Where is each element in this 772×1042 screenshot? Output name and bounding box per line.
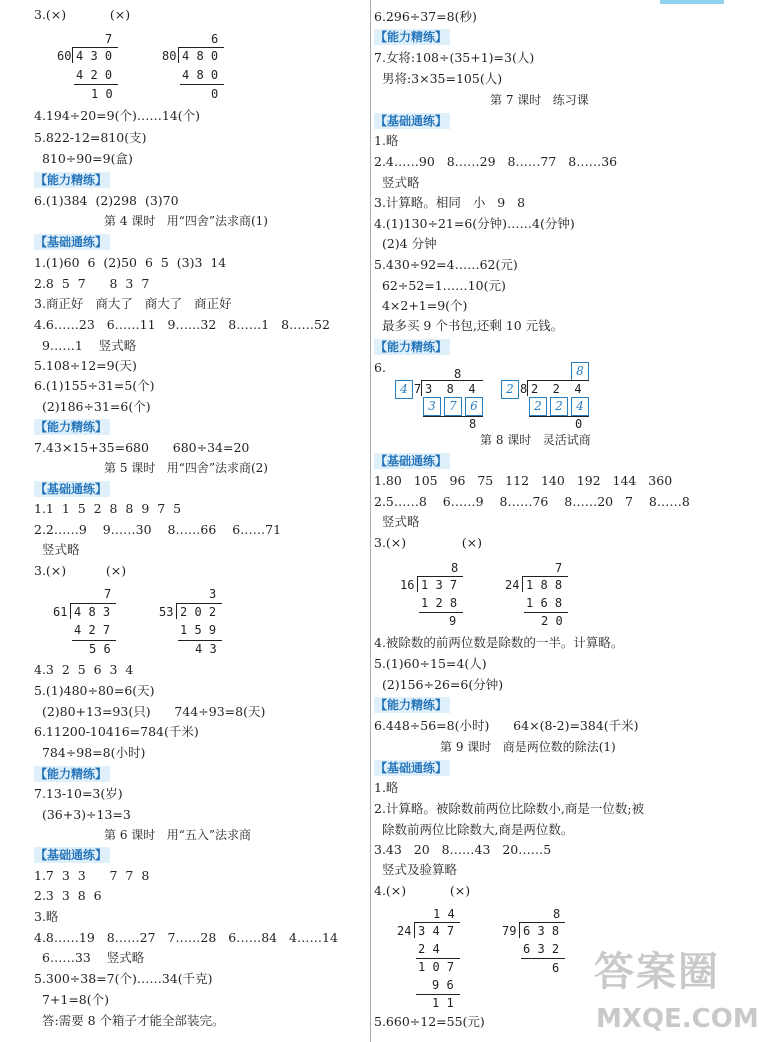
answer-box: 7 [444,397,462,416]
top-decoration [660,0,724,4]
answer-line: 5.(1)60÷15=4(人) [374,656,487,671]
remainder: 2 0 [541,614,563,628]
answer-line: 除数前两位比除数大,商是两位数。 [374,822,574,837]
remainder: 6 [552,961,560,975]
answer-line: 1.7 3 3 7 7 8 [34,868,150,883]
divisor: 79 [502,924,517,938]
answer-line: 2.计算略。被除数前两位比除数小,商是一位数;被 [374,801,645,816]
quotient: 1 4 [433,907,455,921]
section-heading: 【能力精练】 [34,172,110,188]
dividend: 2 0 2 [180,605,217,619]
answer-line: 2.8 5 7 8 3 7 [34,276,150,291]
divisor: 24 [505,578,520,592]
remainder: 0 [211,87,219,101]
remainder: 9 [449,614,457,628]
answer-line: 4.8……19 8……27 7……28 6……84 4……14 [34,930,338,945]
answer-line: 7.女将:108÷(35+1)=3(人) [374,50,535,65]
answer-box: 3 [423,397,441,416]
product: 4 2 7 [74,623,111,637]
answer-line: 2.5……8 6……9 8……76 8……20 7 8……8 [374,494,690,509]
answer-box: 2 [550,397,568,416]
lesson-title: 第 8 课时 灵活试商 [480,433,591,447]
dividend: 1 8 8 [526,578,563,592]
lesson-title: 第 6 课时 用“五入”法求商 [104,828,251,842]
answer-line: 3.43 20 8……43 20……5 [374,842,552,857]
answer-line: (2)4 分钟 [374,236,437,251]
answer-line: 2.4……90 8……29 8……77 8……36 [374,154,618,169]
section-heading: 【能力精练】 [374,29,450,45]
quotient: 8 [553,907,561,921]
answer-line: 6……33 竖式略 [34,950,145,965]
remainder: 0 [575,417,583,431]
section-heading: 【基础通练】 [34,234,110,250]
section-heading: 【基础通练】 [374,760,450,776]
answer-line: 答:需要 8 个箱子才能全部装完。 [34,1013,225,1028]
lesson-title: 第 5 课时 用“四舍”法求商(2) [104,461,268,475]
answer-line: 4.(1)130÷21=6(分钟)……4(分钟) [374,216,575,231]
answer-line: 5.430÷92=4……62(元) [374,257,518,272]
section-heading: 【基础通练】 [34,847,110,863]
quotient: 6 [211,32,219,46]
answer-box: 4 [395,380,413,399]
answer-line: (2)80+13=93(只) 744÷93=8(天) [34,704,266,719]
answer-line: 6.296÷37=8(秒) [374,9,477,24]
remainder: 4 3 [195,642,217,656]
answer-box: 6 [465,397,483,416]
answer-line: (2)186÷31=6(个) [34,399,151,414]
divisor: 24 [397,924,412,938]
answer-line: 5.300÷38=7(个)……34(千克) [34,971,213,986]
remainder: 8 [469,417,477,431]
watermark-url: MXQE.COM [596,1004,759,1034]
answer-line: 2.3 3 8 6 [34,888,102,903]
lesson-title: 第 4 课时 用“四舍”法求商(1) [104,214,268,228]
divisor: 16 [400,578,415,592]
answer-line: 男将:3×35=105(人) [374,71,503,86]
answer-line: 5.(1)480÷80=6(天) [34,683,155,698]
section-heading: 【基础通练】 [34,481,110,497]
lesson-title: 第 9 课时 商是两位数的除法(1) [440,740,616,754]
remainder: 1 0 [91,87,113,101]
answer-line: 1.1 1 5 2 8 8 9 7 5 [34,501,182,516]
answer-line: 最多买 9 个书包,还剩 10 元钱。 [374,318,564,333]
answer-box: 2 [501,380,519,399]
answer-line: 3.略 [34,909,59,924]
section-heading: 【能力精练】 [34,766,110,782]
dividend: 4 3 0 [76,49,113,63]
product: 1 2 8 [421,596,458,610]
dividend: 4 8 3 [74,605,111,619]
column-divider [370,0,371,1042]
answer-line: 1.略 [374,133,399,148]
answer-line: 竖式略 [374,175,420,190]
quotient: 3 [209,587,217,601]
product: 4 2 0 [76,68,113,82]
dividend: 4 8 0 [182,49,219,63]
product: 2 4 [418,942,440,956]
answer-line: 4.(×) (×) [374,883,471,898]
product: 1 5 9 [180,623,217,637]
answer-line: 5.660÷12=55(元) [374,1014,485,1029]
answer-line: 6.(1)155÷31=5(个) [34,378,155,393]
answer-line: 6. [374,360,386,375]
partial-dividend: 1 0 7 [418,960,455,974]
divisor-digit: 8 [520,382,528,396]
lesson-title: 第 7 课时 练习课 [490,93,589,107]
answer-line: 3.(×) (×) [34,7,131,22]
quotient: 8 [451,561,459,575]
section-heading: 【基础通练】 [374,453,450,469]
answer-line: 4.6……23 6……11 9……32 8……1 8……52 [34,317,330,332]
answer-line: 5.822-12=810(支) [34,130,147,145]
answer-line: 62÷52=1……10(元) [374,278,506,293]
dividend: 1 3 7 [421,578,458,592]
product: 1 6 8 [526,596,563,610]
quotient: 7 [105,32,113,46]
divisor: 61 [53,605,68,619]
answer-line: 竖式略 [374,514,420,529]
answer-line: 3.商正好 商大了 商大了 商正好 [34,296,232,311]
section-heading: 【基础通练】 [374,113,450,129]
section-heading: 【能力精练】 [374,339,450,355]
answer-line: 810÷90=9(盒) [34,151,133,166]
answer-line: 784÷98=8(小时) [34,745,146,760]
answer-line: 1.略 [374,780,399,795]
answer-line: 6.448÷56=8(小时) 64×(8-2)=384(千米) [374,718,639,733]
answer-line: 2.2……9 9……30 8……66 6……71 [34,522,282,537]
section-heading: 【能力精练】 [374,697,450,713]
answer-line: 7.13-10=3(岁) [34,786,123,801]
quotient: 7 [104,587,112,601]
answer-line: 1.80 105 96 75 112 140 192 144 360 [374,473,673,488]
answer-box: 8 [571,362,589,381]
answer-line: 9……1 竖式略 [34,338,137,353]
answer-line: 3.(×) (×) [374,535,483,550]
answer-line: 5.108÷12=9(天) [34,358,137,373]
dividend: 6 3 8 [523,924,560,938]
remainder: 5 6 [89,642,111,656]
answer-line: 3.(×) (×) [34,563,127,578]
product: 6 3 2 [523,942,560,956]
answer-line: 4.被除数的前两位数是除数的一半。计算略。 [374,635,624,650]
answer-box: 2 [529,397,547,416]
product: 9 6 [432,978,454,992]
dividend: 2 2 4 [531,382,582,396]
dividend: 3 4 7 [418,924,455,938]
answer-line: 7.43×15+35=680 680÷34=20 [34,440,250,455]
dividend: 3 8 4 [425,382,476,396]
answer-line: 3.计算略。相同 小 9 8 [374,195,526,210]
answer-line: (2)156÷26=6(分钟) [374,677,504,692]
divisor: 60 [57,49,72,63]
quotient: 7 [555,561,563,575]
divisor-digit: 7 [414,382,422,396]
answer-line: 4.194÷20=9(个)……14(个) [34,108,201,123]
answer-line: 6.11200-10416=784(千米) [34,724,199,739]
answer-line: 7+1=8(个) [34,992,110,1007]
product: 4 8 0 [182,68,219,82]
divisor: 80 [162,49,177,63]
answer-box: 4 [571,397,589,416]
divisor: 53 [159,605,174,619]
answer-line: 4.3 2 5 6 3 4 [34,662,134,677]
quotient: 8 [454,367,462,381]
answer-line: 4×2+1=9(个) [374,298,468,313]
answer-line: 竖式及验算略 [374,862,457,877]
remainder: 1 1 [432,996,454,1010]
answer-line: 1.(1)60 6 (2)50 6 5 (3)3 14 [34,255,227,270]
section-heading: 【能力精练】 [34,419,110,435]
answer-line: 竖式略 [34,542,80,557]
watermark-logo: 答案圈 [594,949,720,995]
answer-line: 6.(1)384 (2)298 (3)70 [34,193,179,208]
answer-line: (36+3)÷13=3 [34,807,131,822]
